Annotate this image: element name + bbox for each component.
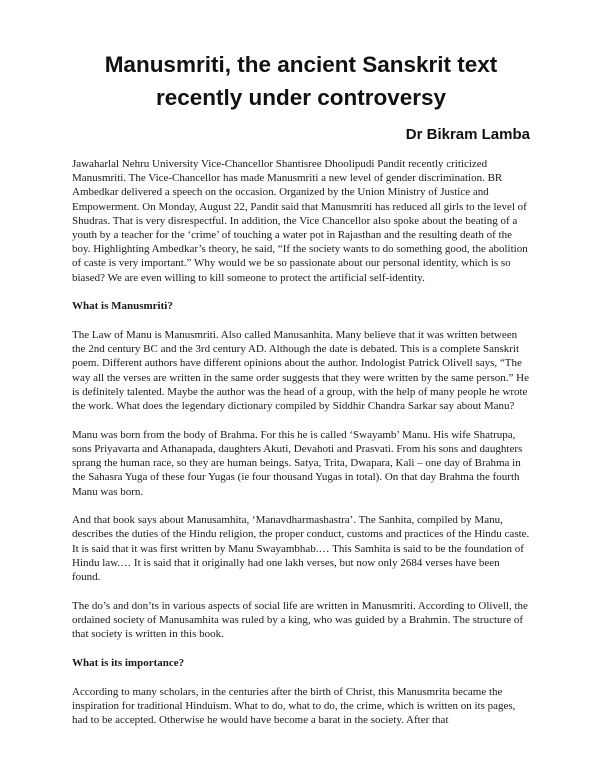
- author-name: Dr Bikram Lamba: [405, 126, 530, 143]
- paragraph: The do’s and don’ts in various aspects of social life are written in Manusmriti. According to Olivell, the ordained society of Manusamhita was ruled by a king, who was guided by a Brahmin. The structure of that society is written in this book.: [72, 599, 528, 641]
- title-line-1: Manusmriti, the ancient Sanskrit text: [104, 52, 498, 77]
- paragraph: The Law of Manu is Manusmriti. Also called Manusanhita. Many believe that it was written between the 2nd century BC and the 3rd century AD. Although the date is debated. This is a complete Sanskrit poem. Different authors have different opinions about the author. Indologist Patrick Olivell says, “The way all the verses are written in the same order suggests that they were written by the same person.” He is definitely talented. Maybe the author was the head of a group, with the help of many people he wrote the work. What does the legendary dictionary compiled by Siddhir Chandra Sarkar say about Manu?: [72, 329, 529, 413]
- section-heading: What is its importance?: [72, 656, 185, 669]
- title-line-2: recently under controversy: [155, 85, 447, 110]
- paragraph: And that book says about Manusamhita, ‘Manavdharmashastra’. The Sanhita, compiled by Manu, describes the duties of the Hindu religion, the proper conduct, customs and practices of the Hindu caste. It is said that it was first written by Manu Swayambhab.… This Samhita is said to be the foundation of Hindu law.… It is said that it originally had one lakh verses, but now only 2684 verses have been found.: [72, 514, 530, 584]
- paragraph: Jawaharlal Nehru University Vice-Chancellor Shantisree Dhoolipudi Pandit recently criticized Manusmriti. The Vice-Chancellor has made Manusmriti a new level of gender discrimination. BR Ambedkar delivered a speech on the occasion. Organized by the Union Ministry of Justice and Empowerment. On Monday, August 22, Pandit said that Manusmriti has reduced all girls to the level of Shudras. That is very disrespectful. In addition, the Vice Chancellor also spoke about the beating of a youth by a teacher for the ‘crime’ of touching a water pot in Rajasthan and the resulting death of the boy. Highlighting Ambedkar’s theory, he said, “If the society wants to do something good, the abolition of caste is very important.” Why would we be so passionate about our personal identity, which is so biased? We are even willing to kill someone to protect the artificial self-identity.: [72, 158, 528, 284]
- paragraph: Manu was born from the body of Brahma. For this he is called ‘Swayamb’ Manu. His wife Shatrupa, sons Priyavarta and Athanapada, daughters Akuti, Devahoti and Prasvati. From his sons and daughters sprang the human race, so they are human beings. Satya, Trita, Dwapara, Kali – one day of Brahma in the Sahasra Yuga of these four Yugas (ie four thousand Yugas in total). On that day Brahma the fourth Manu was born.: [72, 428, 523, 498]
- document-title: [72, 48, 530, 114]
- section-heading: What is Manusmriti?: [72, 300, 173, 313]
- paragraph: According to many scholars, in the centuries after the birth of Christ, this Manusmrita became the inspiration for traditional Hinduism. What to do, what to do, the crime, which is written on its pages, had to be accepted. Otherwise he would have become a barat in the society. After that: [72, 685, 516, 726]
